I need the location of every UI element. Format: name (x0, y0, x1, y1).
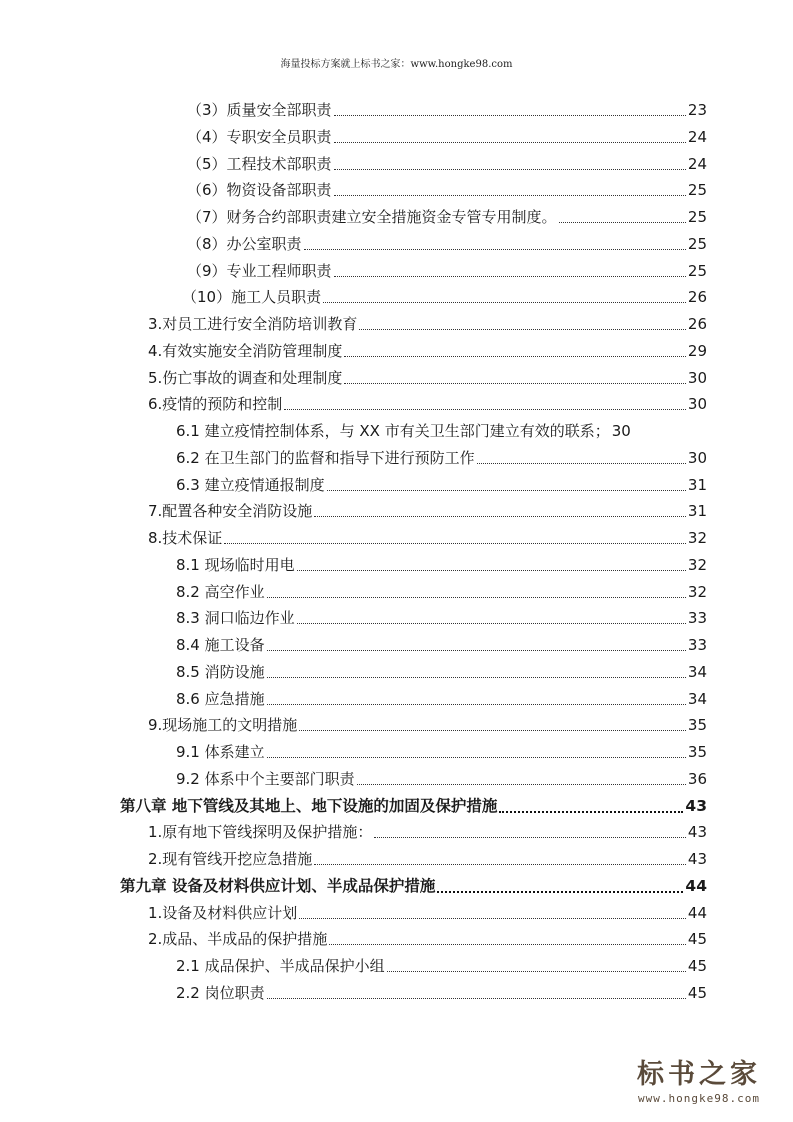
toc-entry (176, 980, 707, 1006)
toc-entry (148, 819, 707, 845)
toc-entry-label: 8.技术保证 (148, 529, 223, 547)
toc-entry (187, 231, 707, 257)
toc-entry (187, 258, 707, 284)
toc-page-number: 44 (685, 876, 707, 895)
toc-entry-label: 8.1 现场临时用电 (176, 555, 295, 574)
toc-entry (176, 579, 707, 605)
toc-page-number: 30 (611, 422, 631, 440)
toc-entry-label: （3）质量安全部职责 (187, 101, 332, 119)
toc-entry (187, 204, 707, 230)
toc-entry-label: 2.1 成品保护、半成品保护小组 (176, 957, 385, 975)
toc-page-number: 32 (687, 555, 707, 574)
toc-entry (176, 418, 722, 444)
toc-entry-label: （6）物资设备部职责 (187, 181, 332, 200)
page-header: 海量投标方案就上标书之家：www.hongke98.com (280, 59, 513, 70)
toc-dot-leader (499, 810, 683, 813)
toc-page-number: 24 (687, 154, 707, 173)
toc-page-number: 33 (687, 609, 707, 628)
toc-dot-leader (267, 703, 686, 705)
toc-page-number: 45 (687, 983, 707, 1002)
toc-entry (148, 338, 707, 364)
toc-entry (176, 605, 707, 631)
toc-entry-label: 6.疫情的预防和控制 (148, 395, 283, 414)
toc-dot-leader (559, 221, 686, 223)
toc-dot-leader (299, 917, 686, 919)
toc-page-number: 25 (687, 234, 707, 253)
toc-dot-leader (267, 596, 686, 598)
toc-page-number: 30 (687, 448, 707, 467)
toc-page-number: 34 (687, 662, 707, 681)
toc-page-number: 25 (687, 261, 707, 280)
toc-entry-label: （8）办公室职责 (187, 234, 302, 253)
toc-page-number: 43 (687, 823, 707, 842)
toc-entry (176, 766, 707, 792)
toc-entry (148, 311, 707, 337)
toc-entry-label: 5.伤亡事故的调查和处理制度 (148, 368, 343, 387)
toc-dot-leader (357, 783, 686, 785)
toc-page-number: 31 (687, 502, 707, 521)
toc-entry (176, 472, 707, 498)
toc-entry-label: 4.有效实施安全消防管理制度 (148, 341, 343, 360)
toc-dot-leader (267, 756, 686, 758)
toc-entry-label: 2.现有管线开挖应急措施 (148, 850, 313, 868)
toc-entry (182, 284, 707, 310)
toc-page-number: 36 (687, 769, 707, 788)
toc-entry-label: 第八章 地下管线及其地上、地下设施的加固及保护措施 (120, 796, 498, 815)
toc-chapter-entry (120, 873, 707, 899)
toc-dot-leader (297, 622, 686, 624)
toc-entry (187, 177, 707, 203)
toc-entry (176, 739, 707, 765)
toc-dot-leader (284, 408, 686, 410)
toc-entry-label: 3.对员工进行安全消防培训教育 (148, 315, 358, 333)
toc-dot-leader (267, 649, 686, 651)
toc-dot-leader (299, 729, 686, 731)
toc-entry (148, 846, 707, 872)
toc-entry-label: 1.原有地下管线探明及保护措施： (148, 823, 373, 842)
toc-dot-leader (359, 328, 686, 330)
toc-page-number: 45 (687, 930, 707, 949)
toc-page-number: 45 (687, 957, 707, 975)
toc-entry (176, 659, 707, 685)
toc-page-number: 34 (687, 689, 707, 708)
toc-page-number: 44 (687, 903, 707, 922)
toc-chapter-entry (120, 793, 707, 819)
toc-entry-label: （5）工程技术部职责 (187, 154, 332, 173)
toc-dot-leader (334, 194, 686, 196)
toc-page-number: 24 (687, 127, 707, 146)
toc-entry (148, 498, 707, 524)
toc-dot-leader (437, 890, 683, 893)
toc-page-number: 30 (687, 368, 707, 387)
toc-dot-leader (314, 863, 686, 865)
toc-page-number: 29 (687, 341, 707, 360)
toc-page-number: 31 (687, 475, 707, 494)
toc-dot-leader (334, 141, 686, 143)
toc-page-number: 43 (685, 796, 707, 815)
toc-entry (148, 391, 707, 417)
toc-entry-label: （9）专业工程师职责 (187, 261, 332, 280)
toc-entry (187, 97, 707, 123)
toc-entry-label: 8.6 应急措施 (176, 689, 265, 708)
toc-page-number: 25 (687, 208, 707, 226)
toc-entry-label: 8.2 高空作业 (176, 582, 265, 601)
toc-entry-label: 9.2 体系中个主要部门职责 (176, 769, 355, 788)
toc-entry (187, 151, 707, 177)
toc-entry-label: 9.1 体系建立 (176, 743, 265, 761)
toc-page-number: 26 (687, 315, 707, 333)
toc-dot-leader (304, 248, 686, 250)
toc-page-number: 43 (687, 850, 707, 868)
toc-entry-label: 2.成品、半成品的保护措施 (148, 930, 328, 949)
toc-entry (176, 953, 707, 979)
toc-entry-label: （7）财务合约部职责建立安全措施资金专管专用制度。 (187, 208, 557, 226)
toc-entry (176, 632, 707, 658)
toc-entry-label: 7.配置各种安全消防设施 (148, 502, 313, 521)
toc-dot-leader (334, 168, 686, 170)
toc-dot-leader (387, 970, 686, 972)
toc-entry-label: 8.4 施工设备 (176, 636, 265, 654)
toc-dot-leader (267, 997, 686, 999)
toc-dot-leader (327, 489, 686, 491)
toc-entry (148, 926, 707, 952)
toc-entry-label: 6.3 建立疫情通报制度 (176, 475, 325, 494)
toc-entry (176, 445, 707, 471)
site-logo (619, 1058, 779, 1106)
toc-page-number: 25 (687, 181, 707, 200)
logo-url: www.hongke98.com (638, 1092, 760, 1105)
toc-page-number: 23 (687, 101, 707, 119)
toc-dot-leader (267, 676, 686, 678)
toc-entry-label: 2.2 岗位职责 (176, 983, 265, 1002)
toc-entry-label: 6.1 建立疫情控制体系，与 XX 市有关卫生部门建立有效的联系； (176, 422, 610, 440)
toc-entry (148, 712, 707, 738)
toc-entry-label: 8.5 消防设施 (176, 662, 265, 681)
toc-dot-leader (323, 301, 686, 303)
toc-entry-label: （4）专职安全员职责 (187, 127, 332, 146)
toc-dot-leader (314, 515, 686, 517)
toc-page-number: 32 (687, 529, 707, 547)
toc-entry (176, 552, 707, 578)
toc-dot-leader (344, 355, 686, 357)
toc-page-number: 35 (687, 743, 707, 761)
toc-entry-label: 第九章 设备及材料供应计划、半成品保护措施 (120, 876, 436, 895)
toc-entry-label: 9.现场施工的文明措施 (148, 716, 298, 735)
toc-entry (148, 365, 707, 391)
logo-title: 标书之家 (637, 1059, 761, 1090)
toc-entry-label: 8.3 洞口临边作业 (176, 609, 295, 628)
toc-entry (176, 686, 707, 712)
toc-entry-label: 6.2 在卫生部门的监督和指导下进行预防工作 (176, 448, 475, 467)
toc-page-number: 30 (687, 395, 707, 414)
toc-dot-leader (334, 275, 686, 277)
toc-page-number: 32 (687, 582, 707, 601)
toc-entry (148, 900, 707, 926)
toc-page-number: 35 (687, 716, 707, 735)
toc-entry (187, 124, 707, 150)
toc-entry (148, 525, 707, 551)
toc-dot-leader (329, 943, 686, 945)
toc-dot-leader (374, 836, 686, 838)
toc-entry-label: （10）施工人员职责 (182, 288, 322, 307)
toc-page-number: 33 (687, 636, 707, 654)
toc-dot-leader (477, 462, 686, 464)
toc-page-number: 26 (687, 288, 707, 307)
toc-dot-leader (344, 382, 686, 384)
toc-entry-label: 1.设备及材料供应计划 (148, 903, 298, 922)
toc-dot-leader (297, 569, 686, 571)
toc-dot-leader (224, 542, 686, 544)
toc-dot-leader (334, 114, 686, 116)
